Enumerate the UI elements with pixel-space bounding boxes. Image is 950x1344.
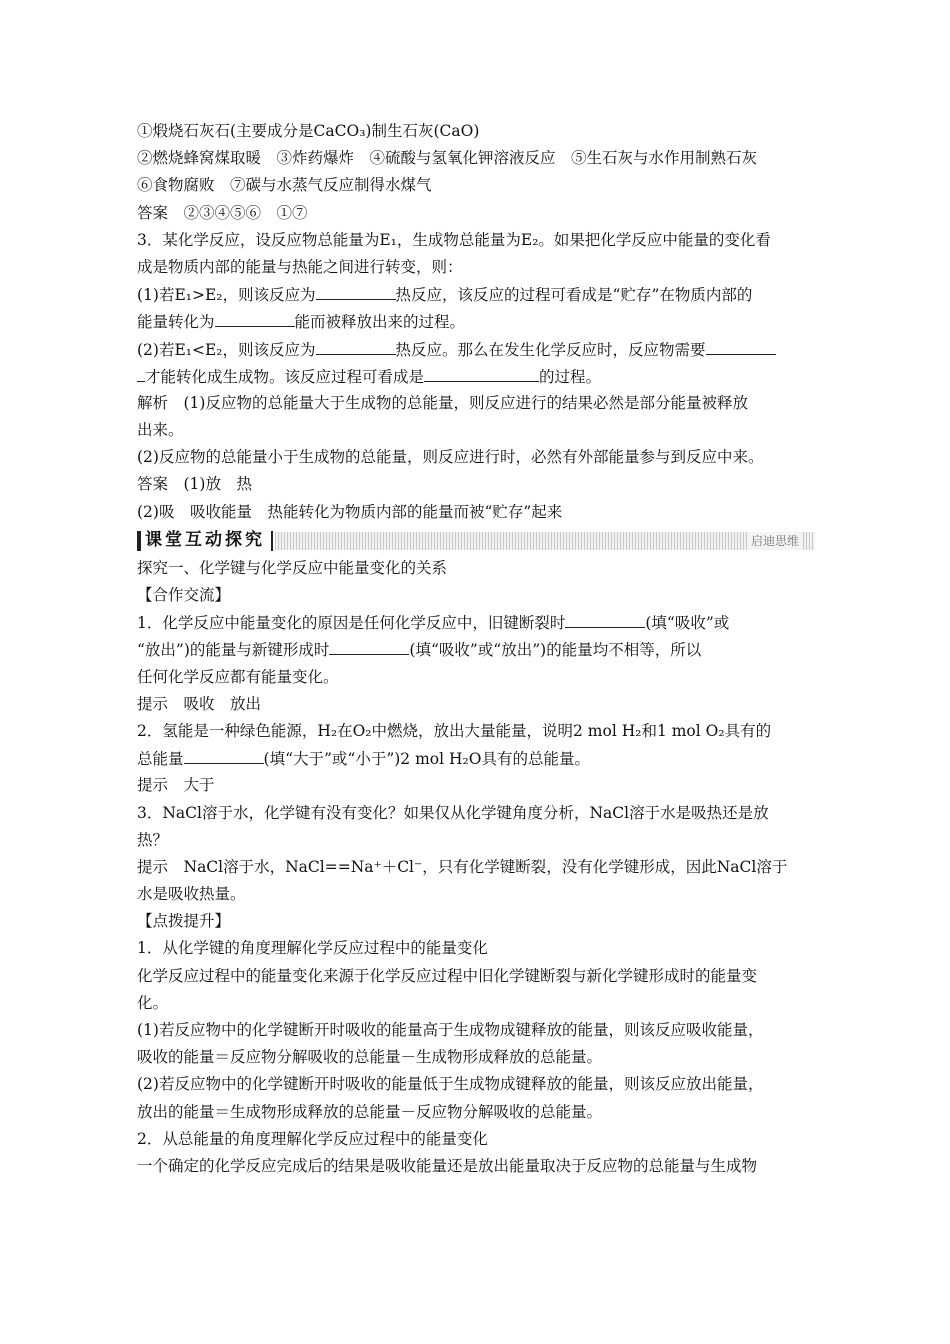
text-segment: 热反应，该反应的过程可看成是“贮存”在物质内部的 xyxy=(395,286,753,305)
text-line: 放出的能量＝生成物形成释放的总能量－反应物分解吸收的总能量。 xyxy=(137,1102,603,1121)
question-3: 3．某化学反应，设反应物总能量为E₁，生成物总能量为E₂。如果把化学反应中能量的变化看 xyxy=(137,230,771,249)
text-segment: 的过程。 xyxy=(539,367,602,386)
text-line: 任何化学反应都有能量变化。 xyxy=(137,667,339,686)
section-banner xyxy=(137,528,815,554)
text-segment: 1．化学反应中能量变化的原因是任何化学反应中，旧键断裂时 xyxy=(137,614,566,633)
fill-blank[interactable] xyxy=(424,363,539,382)
answer-line: 答案 (1)放 热 xyxy=(137,475,252,494)
banner-pattern xyxy=(275,532,815,550)
text-line xyxy=(137,636,815,663)
text-line xyxy=(137,745,815,772)
text-line xyxy=(137,308,815,335)
subsection-heading: 【点拨提升】 xyxy=(137,912,231,931)
fill-blank[interactable] xyxy=(565,609,645,628)
text-segment: 热反应。那么在发生化学反应时，反应物需要 xyxy=(395,340,706,359)
hint-line: 提示 NaCl溶于水，NaCl==Na⁺＋Cl⁻，只有化学键断裂，没有化学键形成，因此NaCl溶于 xyxy=(137,857,788,876)
text-line: (1)若反应物中的化学键断开时吸收的能量高于生成物成键释放的能量，则该反应吸收能量， xyxy=(137,1021,764,1039)
text-line: ①煅烧石灰石(主要成分是CaCO₃)制生石灰(CaO) xyxy=(137,122,480,140)
hint-line: 提示 吸收 放出 xyxy=(137,694,262,713)
banner-subtitle: 启迪思维 xyxy=(747,532,803,550)
fill-blank[interactable] xyxy=(316,336,396,355)
fill-blank[interactable] xyxy=(316,281,396,300)
text-segment: (填“吸收”或 xyxy=(645,614,730,633)
fill-blank[interactable] xyxy=(706,336,776,355)
text-line: (2)吸 吸收能量 热能转化为物质内部的能量而被“贮存”起来 xyxy=(137,502,563,521)
text-segment: (1)若E₁>E₂，则该反应为 xyxy=(137,286,316,305)
text-line: ⑥食物腐败 ⑦碳与水蒸气反应制得水煤气 xyxy=(137,176,432,195)
text-segment: 总能量 xyxy=(137,750,184,769)
text-segment: (填“大于”或“小于”)2 mol H₂O具有的总能量。 xyxy=(263,750,590,769)
text-line: 成是物质内部的能量与热能之间进行转变，则： xyxy=(137,257,463,276)
answer-line: 答案 ②③④⑤⑥ ①⑦ xyxy=(137,203,308,222)
text-segment: 能而被释放出来的过程。 xyxy=(294,313,466,332)
text-line: (2)反应物的总能量小于生成物的总能量，则反应进行时，必然有外部能量参与到反应中来。 xyxy=(137,448,764,467)
text-line: 2．从总能量的角度理解化学反应过程中的能量变化 xyxy=(137,1129,488,1148)
text-line: 一个确定的化学反应完成后的结果是吸收能量还是放出能量取决于反应物的总能量与生成物 xyxy=(137,1156,758,1175)
text-line: 2．氢能是一种绿色能源，H₂在O₂中燃烧，放出大量能量，说明2 mol H₂和1 mol O₂具有的 xyxy=(137,721,772,740)
text-line: 出来。 xyxy=(137,421,184,440)
text-line xyxy=(137,336,815,363)
fill-blank[interactable] xyxy=(184,745,264,764)
text-segment: (填“吸收”或“放出”)的能量均不相等，所以 xyxy=(409,641,702,660)
banner-title: 课堂互动探究 xyxy=(145,530,265,551)
text-line: 化。 xyxy=(137,993,169,1012)
fill-blank[interactable] xyxy=(137,363,145,382)
text-segment: “放出”)的能量与新键形成时 xyxy=(137,641,330,660)
text-line: (2)若反应物中的化学键断开时吸收的能量低于生成物成键释放的能量，则该反应放出能量， xyxy=(137,1075,764,1094)
fill-blank[interactable] xyxy=(215,308,295,327)
text-line: 3．NaCl溶于水，化学键有没有变化？如果仅从化学键角度分析，NaCl溶于水是吸热还是放 xyxy=(137,803,769,822)
text-line xyxy=(137,281,815,308)
text-line xyxy=(137,363,815,390)
text-line: 热？ xyxy=(137,830,169,849)
text-line: 1．从化学键的角度理解化学反应过程中的能量变化 xyxy=(137,939,488,958)
text-segment: 才能转化成生成物。该反应过程可看成是 xyxy=(145,367,425,386)
document-body xyxy=(137,118,815,1180)
banner-separator xyxy=(271,531,273,551)
text-segment: 能量转化为 xyxy=(137,313,215,332)
subsection-heading: 【合作交流】 xyxy=(137,586,231,604)
hint-line: 提示 大于 xyxy=(137,776,215,795)
banner-bar xyxy=(137,531,141,551)
text-segment: (2)若E₁<E₂，则该反应为 xyxy=(137,340,316,359)
text-line: 吸收的能量＝反应物分解吸收的总能量－生成物形成释放的总能量。 xyxy=(137,1048,603,1067)
fill-blank[interactable] xyxy=(329,636,409,655)
text-line xyxy=(137,609,815,636)
text-line: ②燃烧蜂窝煤取暖 ③炸药爆炸 ④硫酸与氢氧化钾溶液反应 ⑤生石灰与水作用制熟石灰 xyxy=(137,149,758,168)
section-heading: 探究一、化学键与化学反应中能量变化的关系 xyxy=(137,558,448,577)
text-line: 化学反应过程中的能量变化来源于化学反应过程中旧化学键断裂与新化学键形成时的能量变 xyxy=(137,966,758,985)
analysis-line: 解析 (1)反应物的总能量大于生成物的总能量，则反应进行的结果必然是部分能量被释放 xyxy=(137,393,748,412)
text-line: 水是吸收热量。 xyxy=(137,885,246,904)
